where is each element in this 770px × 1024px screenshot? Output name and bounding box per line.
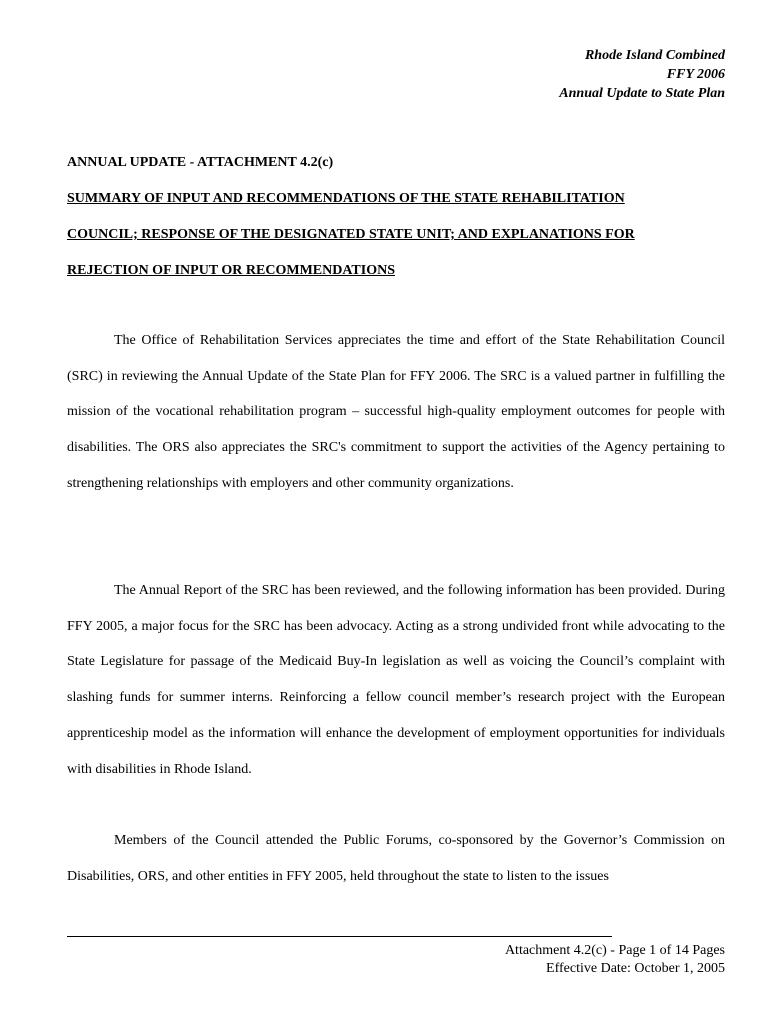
document-header [559, 46, 725, 103]
attachment-title: ANNUAL UPDATE - ATTACHMENT 4.2(c) [67, 155, 334, 170]
body-paragraph-annual-report: The Annual Report of the SRC has been reviewed, and the following information has been provided. During FFY 2005, a major focus for the SRC has been advocacy. Acting as a strong undivided front while advocating to the State Legislature for passage of the Medicaid Buy-In legislation as well as voicing the Council’s complaint with slashing funds for summer interns. Reinforcing a fellow council member’s research project with the European apprenticeship model as the information will enhance the development of employment opportunities for individuals with disabilities in Rhode Island. [67, 583, 725, 777]
header-line-fiscal-year: FFY 2006 [666, 67, 725, 82]
body-paragraph-appreciation: The Office of Rehabilitation Services appreciates the time and effort of the State Rehabilitation Council (SRC) in reviewing the Annual Update of the State Plan for FFY 2006. The SRC is a valued partner in fulfilling the mission of the vocational rehabilitation program – successful high-quality employment outcomes for people with disabilities. The ORS also appreciates the SRC's commitment to support the activities of the Agency pertaining to strengthening relationships with employers and other community organizations. [67, 333, 725, 491]
summary-heading-line-3: REJECTION OF INPUT OR RECOMMENDATIONS [67, 263, 395, 278]
summary-heading-line-1: SUMMARY OF INPUT AND RECOMMENDATIONS OF THE STATE REHABILITATION [67, 191, 625, 206]
header-line-document-type: Annual Update to State Plan [559, 86, 725, 101]
footer-divider [67, 936, 612, 937]
summary-heading-line-2: COUNCIL; RESPONSE OF THE DESIGNATED STATE UNIT; AND EXPLANATIONS FOR [67, 227, 635, 242]
footer-page-number: Attachment 4.2(c) - Page 1 of 14 Pages [504, 943, 725, 958]
footer-effective-date: Effective Date: October 1, 2005 [546, 961, 725, 976]
summary-heading [67, 189, 707, 297]
page-footer [505, 942, 725, 978]
body-paragraph-public-forums: Members of the Council attended the Public Forums, co-sponsored by the Governor’s Commission on Disabilities, ORS, and other entities in FFY 2005, held throughout the state to listen to the issues [67, 833, 725, 884]
header-line-plan-name: Rhode Island Combined [584, 48, 725, 63]
